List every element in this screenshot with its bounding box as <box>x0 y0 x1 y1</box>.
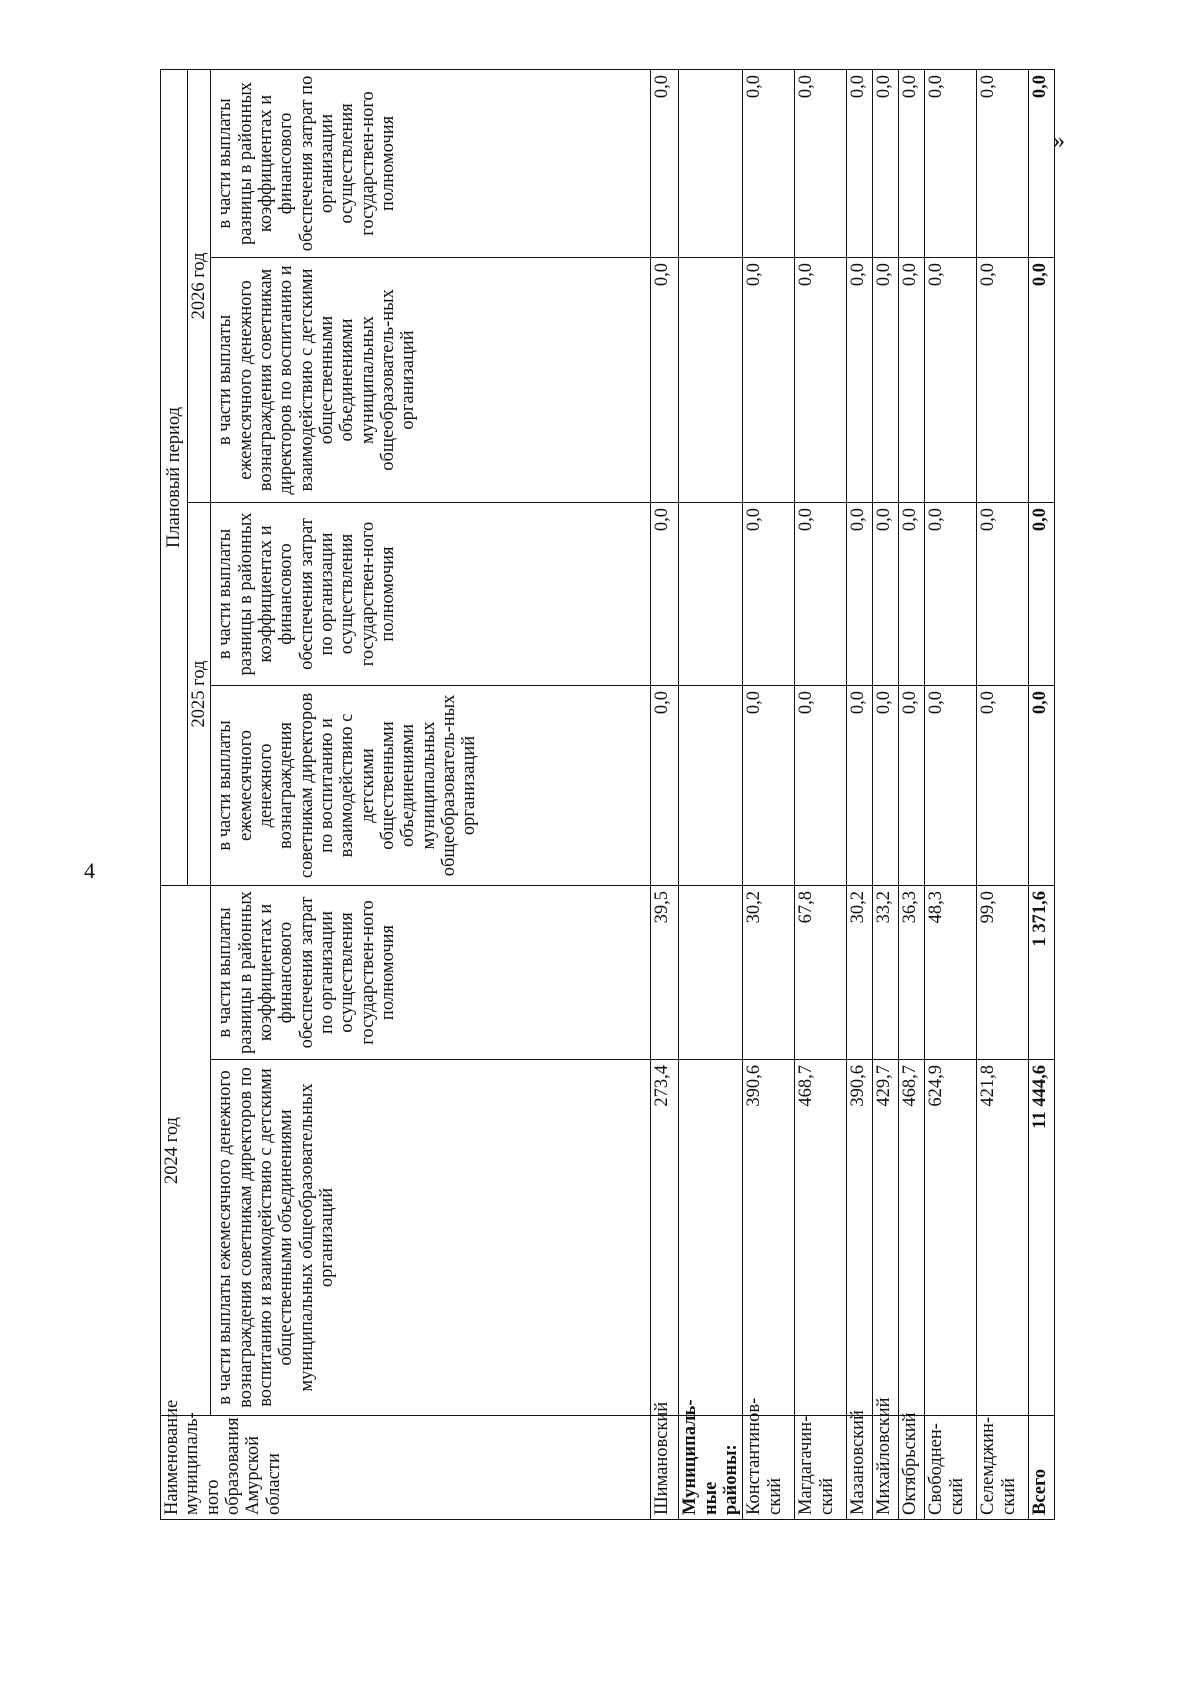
cell-value: 0,0 <box>651 502 679 685</box>
header-row-columns <box>211 69 651 1519</box>
row-name: Селемджин-ский <box>977 1416 1029 1520</box>
cell-value: 1 371,6 <box>1029 885 1055 1059</box>
cell-value <box>679 1060 743 1416</box>
cell-value: 0,0 <box>1029 69 1055 257</box>
cell-value: 99,0 <box>977 885 1029 1059</box>
cell-value: 11 444,6 <box>1029 1060 1055 1416</box>
table-row <box>925 69 977 1519</box>
cell-value <box>679 69 743 257</box>
table-row <box>977 69 1029 1519</box>
cell-value: 0,0 <box>977 685 1029 885</box>
header-2026-difference: в части выплаты разницы в районных коэффициентах и финансового обеспечения затрат по организации осуществления государствен-ного полномочия <box>211 69 651 257</box>
cell-value: 0,0 <box>651 69 679 257</box>
cell-value: 67,8 <box>795 885 847 1059</box>
row-name: Свободнен-ский <box>925 1416 977 1520</box>
table-row <box>743 69 795 1519</box>
cell-value: 0,0 <box>873 685 899 885</box>
closing-quote-mark: » <box>1053 128 1065 154</box>
cell-value: 0,0 <box>847 69 873 257</box>
cell-value: 0,0 <box>977 69 1029 257</box>
page-number: 4 <box>84 858 95 883</box>
cell-value <box>679 257 743 502</box>
cell-value <box>679 502 743 685</box>
cell-value: 0,0 <box>899 502 925 685</box>
cell-value <box>679 685 743 885</box>
cell-value: 0,0 <box>899 685 925 885</box>
cell-value: 0,0 <box>743 69 795 257</box>
cell-value: 0,0 <box>743 685 795 885</box>
cell-value: 0,0 <box>743 257 795 502</box>
header-2024-difference: в части выплаты разницы в районных коэффициентах и финансового обеспечения затрат по организации осуществления государствен-ного полномочия <box>211 885 651 1059</box>
cell-value: 0,0 <box>977 502 1029 685</box>
row-name: Муниципаль-ные районы: <box>679 1416 743 1520</box>
cell-value: 468,7 <box>795 1060 847 1416</box>
cell-value: 0,0 <box>847 685 873 885</box>
cell-value: 0,0 <box>873 257 899 502</box>
table-row <box>679 69 743 1519</box>
cell-value: 48,3 <box>925 885 977 1059</box>
cell-value: 0,0 <box>795 257 847 502</box>
header-planned-period: Плановый период <box>161 69 188 885</box>
cell-value: 0,0 <box>925 257 977 502</box>
row-name: Магдагачин-ский <box>795 1416 847 1520</box>
cell-value: 0,0 <box>925 69 977 257</box>
row-name: Октябрьский <box>899 1416 925 1520</box>
cell-value: 0,0 <box>847 502 873 685</box>
header-year-2026: 2026 год <box>188 69 211 502</box>
cell-value: 390,6 <box>743 1060 795 1416</box>
header-2026-payment: в части выплаты ежемесячного денежного вознаграждения советникам директоров по воспитанию и взаимодействию с детскими общественными объединениями муниципальных общеобразователь-ных организаций <box>211 257 651 502</box>
row-name: Всего <box>1029 1416 1055 1520</box>
row-name: Михайловский <box>873 1416 899 1520</box>
row-name: Шимановский <box>651 1416 679 1520</box>
cell-value: 36,3 <box>899 885 925 1059</box>
cell-value: 390,6 <box>847 1060 873 1416</box>
table-row <box>651 69 679 1519</box>
header-2025-difference: в части выплаты разницы в районных коэффициентах и финансового обеспечения затрат по организации осуществления государствен-ного полномочия <box>211 502 651 685</box>
cell-value: 0,0 <box>743 502 795 685</box>
cell-value: 30,2 <box>847 885 873 1059</box>
cell-value: 0,0 <box>795 685 847 885</box>
cell-value: 0,0 <box>873 502 899 685</box>
cell-value: 0,0 <box>651 257 679 502</box>
cell-value: 0,0 <box>925 685 977 885</box>
header-2025-payment: в части выплаты ежемесячного денежного вознаграждения советникам директоров по воспитанию и взаимодействию с детскими общественными объединениями муниципальных общеобразователь-ных организаций <box>211 685 651 885</box>
header-row-years <box>161 69 188 1519</box>
cell-value: 468,7 <box>899 1060 925 1416</box>
table-row <box>899 69 925 1519</box>
cell-value: 0,0 <box>651 685 679 885</box>
cell-value: 30,2 <box>743 885 795 1059</box>
cell-value: 0,0 <box>1029 685 1055 885</box>
cell-value: 0,0 <box>1029 502 1055 685</box>
cell-value: 273,4 <box>651 1060 679 1416</box>
rotated-table-container <box>160 70 1090 1520</box>
cell-value: 0,0 <box>847 257 873 502</box>
cell-value: 624,9 <box>925 1060 977 1416</box>
header-municipality: Наименование муниципаль-ного образования Амурской области <box>161 1416 651 1520</box>
cell-value: 0,0 <box>899 257 925 502</box>
row-name: Константинов-ский <box>743 1416 795 1520</box>
cell-value <box>679 885 743 1059</box>
cell-value: 0,0 <box>977 257 1029 502</box>
cell-value: 421,8 <box>977 1060 1029 1416</box>
header-year-2025: 2025 год <box>188 502 211 885</box>
allocation-table <box>160 69 1055 1520</box>
cell-value: 0,0 <box>1029 257 1055 502</box>
cell-value: 33,2 <box>873 885 899 1059</box>
cell-value: 0,0 <box>795 69 847 257</box>
cell-value: 0,0 <box>925 502 977 685</box>
cell-value: 0,0 <box>899 69 925 257</box>
header-year-2024: 2024 год <box>161 885 211 1415</box>
table-row <box>847 69 873 1519</box>
cell-value: 0,0 <box>873 69 899 257</box>
table-row-total <box>1029 69 1055 1519</box>
table-row <box>795 69 847 1519</box>
table-row <box>873 69 899 1519</box>
cell-value: 429,7 <box>873 1060 899 1416</box>
cell-value: 39,5 <box>651 885 679 1059</box>
header-2024-payment: в части выплаты ежемесячного денежного вознаграждения советникам директоров по воспитанию и взаимодействию с детскими общественными объединениями муниципальных общеобразовательных организаций <box>211 1060 651 1416</box>
cell-value: 0,0 <box>795 502 847 685</box>
row-name: Мазановский <box>847 1416 873 1520</box>
